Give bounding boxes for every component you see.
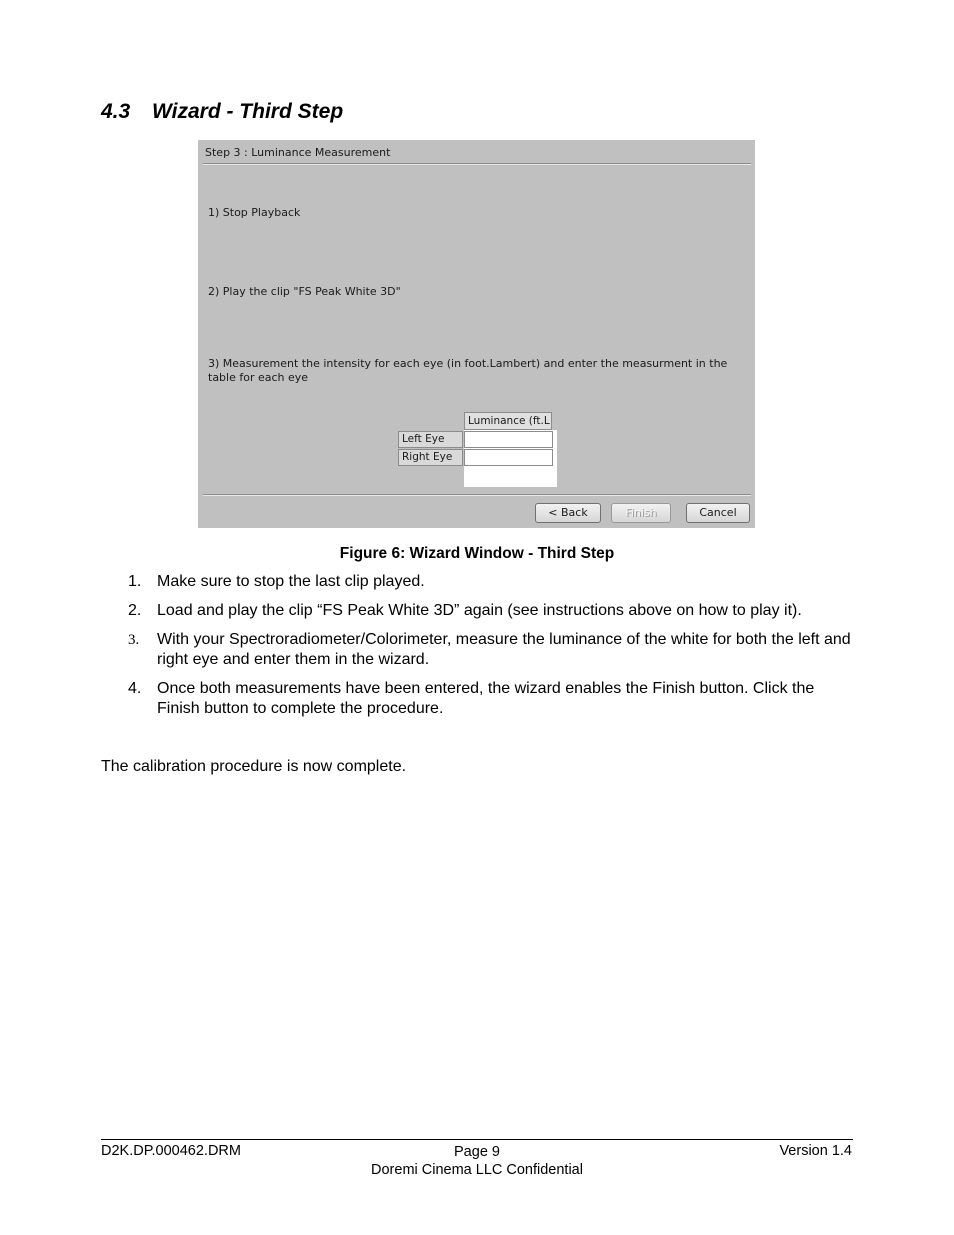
list-item <box>101 572 861 592</box>
footer-confidential: Doremi Cinema LLC Confidential <box>371 1162 583 1178</box>
section-number: 4.3 <box>101 100 131 123</box>
list-item-text: Load and play the clip “FS Peak White 3D” again (see instructions above on how to play it). <box>157 602 802 619</box>
list-item-number: 1. <box>128 573 142 590</box>
closing-statement: The calibration procedure is now complete. <box>101 758 407 775</box>
list-item <box>101 630 861 670</box>
list-item <box>101 679 861 719</box>
right-eye-luminance-cell[interactable] <box>464 449 553 466</box>
footer-document-id: D2K.DP.000462.DRM <box>101 1143 241 1159</box>
wizard-button-divider <box>203 494 751 496</box>
cancel-button[interactable]: Cancel <box>686 503 750 523</box>
back-button[interactable]: < Back <box>535 503 601 523</box>
figure-caption: Figure 6: Wizard Window - Third Step <box>339 545 615 562</box>
list-item-text: Once both measurements have been entered, the wizard enables the Finish button. Click the Finish button to complete the procedure. <box>157 680 815 717</box>
wizard-step-2: 2) Play the clip "FS Peak White 3D" <box>208 285 401 298</box>
list-item-text: With your Spectroradiometer/Colorimeter, measure the luminance of the white for both the left and right eye and enter them in the wizard. <box>157 631 851 668</box>
section-title: Wizard - Third Step <box>152 100 344 123</box>
instruction-list <box>101 572 861 728</box>
list-item-number: 4. <box>128 680 142 697</box>
finish-button[interactable]: Finish <box>611 503 671 523</box>
list-item-number: 3. <box>128 632 140 648</box>
left-eye-row-label: Left Eye <box>398 431 463 448</box>
footer-divider <box>101 1139 853 1140</box>
footer-version: Version 1.4 <box>779 1143 852 1159</box>
list-item <box>101 601 861 621</box>
footer-center <box>0 1143 954 1179</box>
right-eye-row-label: Right Eye <box>398 449 463 466</box>
wizard-title-divider <box>203 163 751 165</box>
left-eye-luminance-cell[interactable] <box>464 431 553 448</box>
wizard-step-3: 3) Measurement the intensity for each eye (in foot.Lambert) and enter the measurment in the table for each eye <box>208 357 728 384</box>
list-item-number: 2. <box>128 602 142 619</box>
wizard-title: Step 3 : Luminance Measurement <box>205 146 391 159</box>
luminance-column-header[interactable]: Luminance (ft.L <box>464 412 552 430</box>
section-heading <box>101 100 343 124</box>
wizard-window <box>198 140 755 528</box>
footer-page-number: Page 9 <box>454 1144 500 1160</box>
list-item-text: Make sure to stop the last clip played. <box>157 573 425 590</box>
wizard-step-1: 1) Stop Playback <box>208 206 301 219</box>
